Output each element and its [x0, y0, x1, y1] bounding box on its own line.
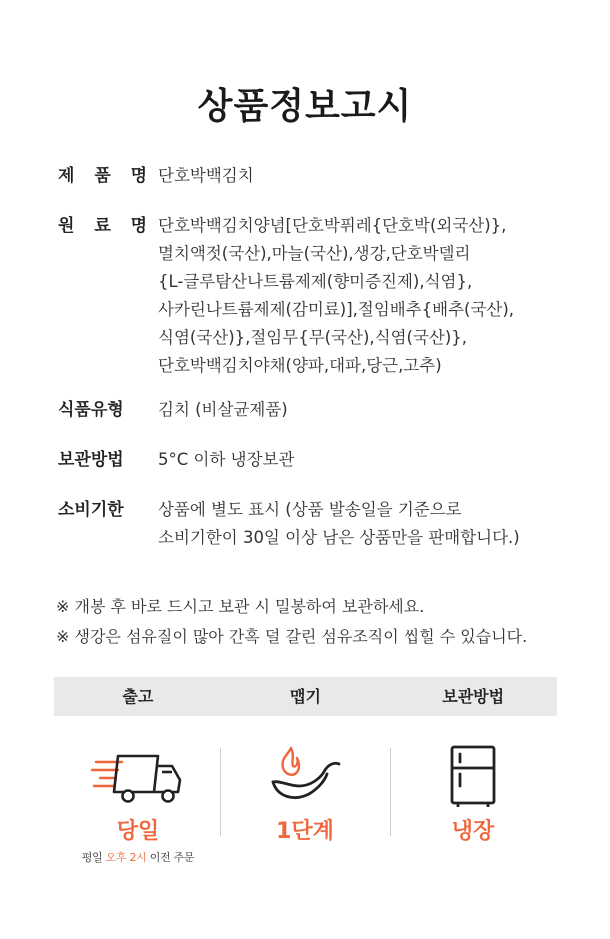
notes — [56, 592, 576, 652]
shipping-badge — [54, 740, 222, 865]
food-type-row — [58, 396, 578, 424]
shipping-note — [54, 849, 222, 865]
ingredients-row — [58, 212, 578, 380]
storage-label: 보관방법 — [58, 450, 124, 470]
spicy-value: 1단계 — [276, 819, 334, 844]
shipping-value: 당일 — [116, 819, 160, 844]
expiry-row — [58, 496, 578, 552]
shipping-note-highlight: 오후 2시 — [105, 851, 147, 864]
expiry-label: 소비기한 — [58, 500, 124, 520]
storage-value: 냉장 — [451, 819, 495, 844]
shipping-note-suffix: 이전 주문 — [146, 851, 195, 864]
chili-pepper-flame-icon — [221, 740, 389, 808]
spicy-badge — [221, 740, 389, 845]
note-item: ※ 개봉 후 바로 드시고 보관 시 밀봉하여 보관하세요. — [56, 597, 425, 616]
shipping-note-prefix: 평일 — [81, 851, 106, 864]
storage-row — [58, 446, 578, 474]
refrigerator-icon — [389, 740, 557, 808]
ingredients-value: 단호박백김치양념[단호박퓌레{단호박(외국산)}, 멸치액젓(국산),마늘(국산),생강,단호박델리 {L-글루탐산나트륨제제(향미증진제),식염}, 사카린나트륨제제(감미료)],절임배추{배추(국산), 식염(국산)},절임무{무(국산),식염(국산)}, 단호박백김치야채(양파,대파,당근,고추) — [158, 216, 515, 375]
expiry-value: 상품에 별도 표시 (상품 발송일을 기준으로 소비기한이 30일 이상 남은 상품만을 판매합니다.) — [158, 500, 520, 547]
product-info-table — [58, 162, 578, 574]
product-name-label: 제 품 명 — [58, 166, 155, 186]
page-title: 상품정보고시 — [197, 86, 413, 127]
storage-header: 보관방법 — [442, 687, 505, 706]
spicy-header: 맵기 — [290, 687, 321, 706]
shipping-header: 출고 — [122, 687, 154, 706]
delivery-truck-icon — [54, 740, 222, 808]
storage-value: 5°C 이하 냉장보관 — [158, 450, 295, 469]
storage-badge — [389, 740, 557, 845]
product-name-value: 단호박백김치 — [158, 166, 254, 185]
ingredients-label: 원 료 명 — [58, 216, 155, 236]
product-name-row — [58, 162, 578, 190]
feature-header-bar — [54, 677, 557, 716]
food-type-value: 김치 (비살균제품) — [158, 400, 288, 419]
note-item: ※ 생강은 섬유질이 많아 간혹 덜 갈린 섬유조직이 씹힐 수 있습니다. — [56, 627, 528, 646]
food-type-label: 식품유형 — [58, 400, 124, 420]
